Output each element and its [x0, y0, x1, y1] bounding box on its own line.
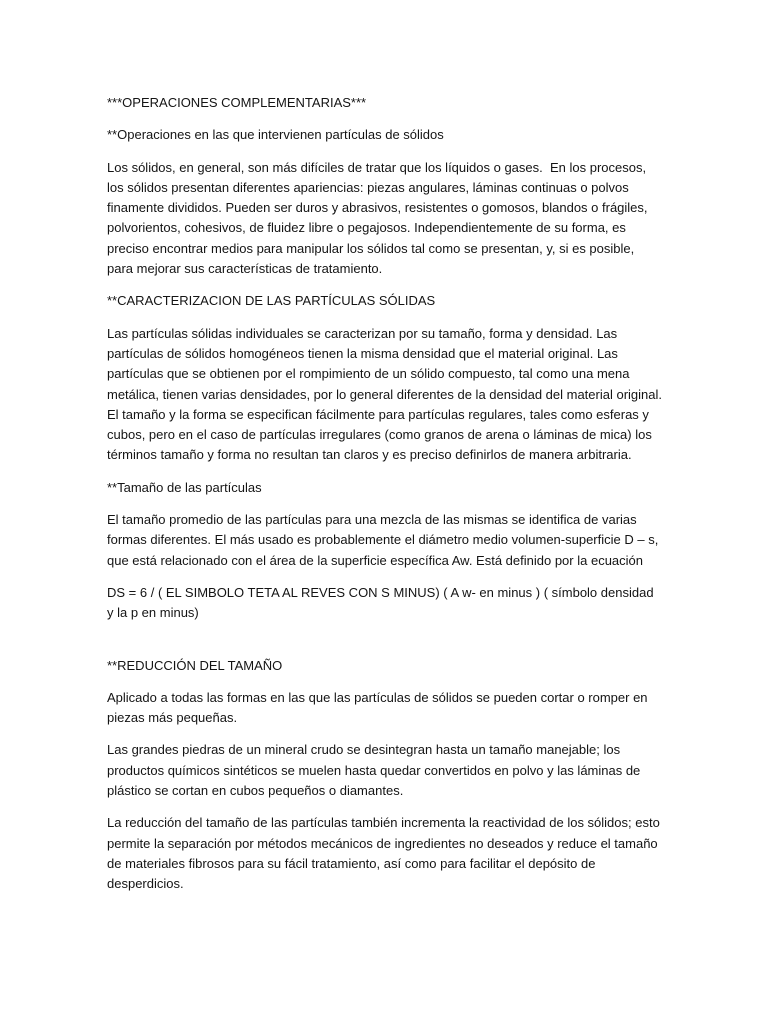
- paragraph-caracterizacion: Las partículas sólidas individuales se caracterizan por su tamaño, forma y densidad. Las partículas de sólidos homogéneos tienen la misma densidad que el material original. Las partículas que se obtienen por el rompimiento de un sólido compuesto, tal como una mena metálica, tienen varias densidades, por lo general diferentes de la densidad del material original. El tamaño y la forma se especifican fácilmente para partículas regulares, tales como esferas y cubos, pero en el caso de partículas irregulares (como granos de arena o láminas de mica) los términos tamaño y forma no resultan tan claros y es preciso definirlos de manera arbitraria.: [107, 325, 666, 463]
- document-page: [107, 93, 666, 895]
- paragraph-solidos: Los sólidos, en general, son más difíciles de tratar que los líquidos o gases. En los procesos, los sólidos presentan diferentes apariencias: piezas angulares, láminas continuas o polvos finamente divididos. Pueden ser duros y abrasivos, resistentes o gomosos, blandos o frágiles, polvorientos, cohesivos, de fluidez libre o pegajosos. Independientemente de su forma, es preciso encontrar medios para manipular los sólidos tal como se presentan, y, si es posible, para mejorar sus características de tratamiento.: [107, 159, 652, 277]
- heading-tamano-particulas: **Tamaño de las partículas: [107, 479, 262, 495]
- paragraph-reduccion-3: La reducción del tamaño de las partículas también incrementa la reactividad de los sólidos; esto permite la separación por métodos mecánicos de ingredientes no deseados y reduce el tamaño de materiales fibrosos para su fácil tratamiento, así como para facilitar el depósito de desperdicios.: [107, 815, 664, 892]
- heading-caracterizacion: **CARACTERIZACION DE LAS PARTÍCULAS SÓLIDAS: [107, 293, 436, 309]
- paragraph-tamano: El tamaño promedio de las partículas para una mezcla de las mismas se identifica de varias formas diferentes. El más usado es probablemente el diámetro medio volumen-superficie D – s, que está relacionado con el área de la superficie específica Aw. Está definido por la ecuación: [107, 512, 662, 568]
- paragraph-reduccion-2: Las grandes piedras de un mineral crudo se desintegran hasta un tamaño manejable; los productos químicos sintéticos se muelen hasta quedar convertidos en polvo y las láminas de plástico se cortan en cubos pequeños o diamantes.: [107, 742, 644, 799]
- heading-reduccion-tamano: **REDUCCIÓN DEL TAMAÑO: [107, 657, 283, 673]
- heading-operaciones-complementarias: ***OPERACIONES COMPLEMENTARIAS***: [107, 95, 367, 110]
- equation-text: DS = 6 / ( EL SIMBOLO TETA AL REVES CON S MINUS) ( A w- en minus ) ( símbolo densidad y la p en minus): [107, 584, 658, 621]
- paragraph-reduccion-1: Aplicado a todas las formas en las que las partículas de sólidos se pueden cortar o romper en piezas más pequeñas.: [107, 689, 652, 726]
- heading-particulas-solidos: **Operaciones en las que intervienen partículas de sólidos: [107, 127, 444, 143]
